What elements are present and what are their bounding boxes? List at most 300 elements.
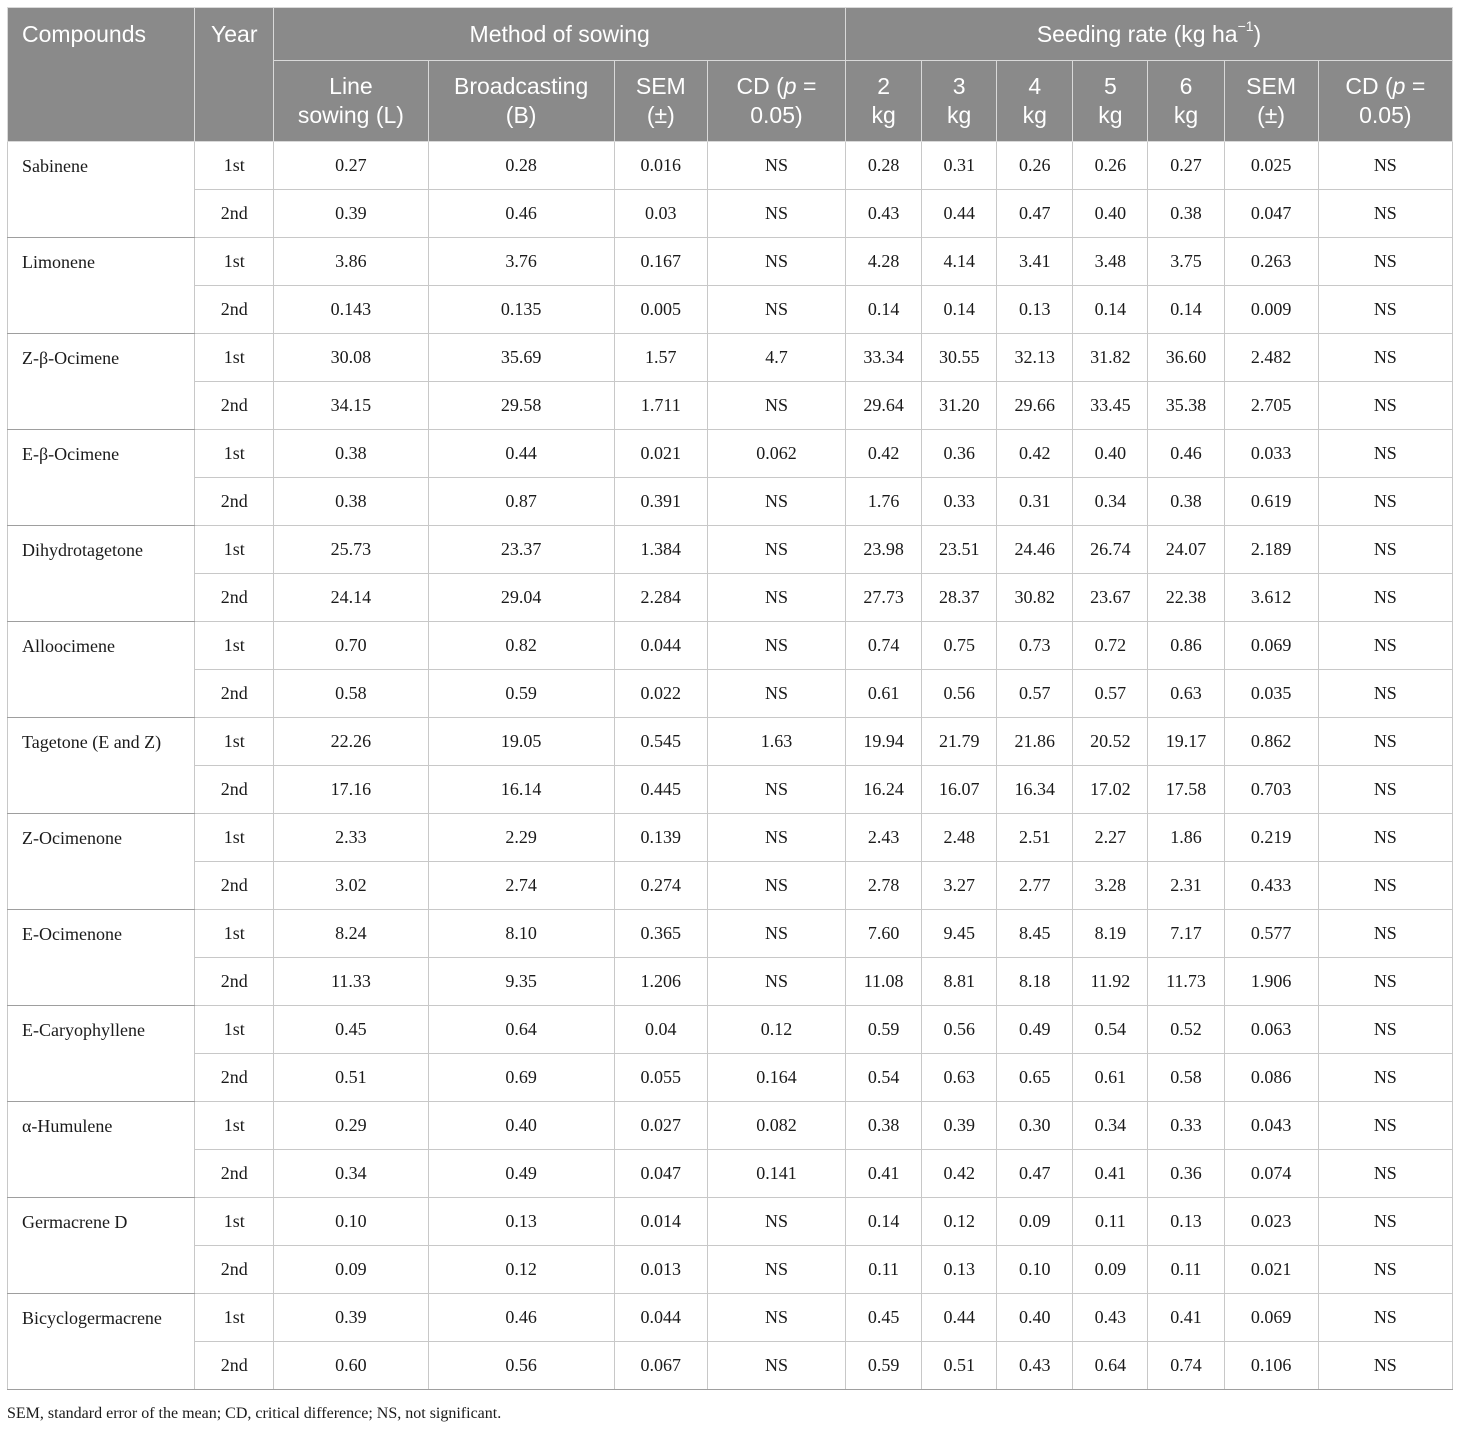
value-cell: 0.027 xyxy=(614,1102,707,1150)
value-cell: 0.44 xyxy=(428,430,614,478)
value-cell: 0.64 xyxy=(428,1006,614,1054)
value-cell: NS xyxy=(1318,1102,1452,1150)
value-cell: 21.79 xyxy=(922,718,997,766)
year-cell: 2nd xyxy=(195,1054,274,1102)
value-cell: 0.021 xyxy=(1224,1246,1318,1294)
value-cell: 2.33 xyxy=(274,814,428,862)
value-cell: NS xyxy=(1318,1294,1452,1342)
value-cell: NS xyxy=(1318,670,1452,718)
value-cell: 0.39 xyxy=(922,1102,997,1150)
year-cell: 1st xyxy=(195,1006,274,1054)
value-cell: 0.58 xyxy=(1148,1054,1224,1102)
value-cell: 0.30 xyxy=(997,1102,1073,1150)
value-cell: 1.86 xyxy=(1148,814,1224,862)
value-cell: NS xyxy=(707,286,845,334)
value-cell: 34.15 xyxy=(274,382,428,430)
value-cell: 8.10 xyxy=(428,910,614,958)
value-cell: NS xyxy=(707,622,845,670)
value-cell: 0.13 xyxy=(428,1198,614,1246)
table-row xyxy=(8,574,1453,622)
value-cell: 30.55 xyxy=(922,334,997,382)
cd-value: 0.05) xyxy=(1359,102,1412,128)
value-cell: 0.274 xyxy=(614,862,707,910)
value-cell: 0.09 xyxy=(997,1198,1073,1246)
value-cell: 0.31 xyxy=(997,478,1073,526)
value-cell: NS xyxy=(707,1342,845,1390)
table-row xyxy=(8,1150,1453,1198)
value-cell: NS xyxy=(1318,478,1452,526)
value-cell: NS xyxy=(707,910,845,958)
compound-name: E-Ocimenone xyxy=(8,910,195,1006)
value-cell: 0.56 xyxy=(922,670,997,718)
value-cell: 0.57 xyxy=(997,670,1073,718)
value-cell: 0.38 xyxy=(1148,190,1224,238)
value-cell: 0.61 xyxy=(846,670,922,718)
value-cell: 0.09 xyxy=(274,1246,428,1294)
value-cell: NS xyxy=(707,190,845,238)
value-cell: NS xyxy=(1318,382,1452,430)
table-row xyxy=(8,238,1453,286)
value-cell: 0.51 xyxy=(922,1342,997,1390)
value-cell: 3.48 xyxy=(1073,238,1148,286)
value-cell: NS xyxy=(707,478,845,526)
value-cell: 3.612 xyxy=(1224,574,1318,622)
value-cell: NS xyxy=(707,238,845,286)
value-cell: 0.391 xyxy=(614,478,707,526)
value-cell: 0.013 xyxy=(614,1246,707,1294)
value-cell: 0.63 xyxy=(1148,670,1224,718)
value-cell: 1.206 xyxy=(614,958,707,1006)
value-cell: 0.365 xyxy=(614,910,707,958)
value-cell: 0.086 xyxy=(1224,1054,1318,1102)
value-cell: NS xyxy=(1318,430,1452,478)
value-cell: 0.64 xyxy=(1073,1342,1148,1390)
value-cell: 31.82 xyxy=(1073,334,1148,382)
table-row xyxy=(8,1294,1453,1342)
value-cell: NS xyxy=(1318,286,1452,334)
value-cell: 0.139 xyxy=(614,814,707,862)
value-cell: 16.34 xyxy=(997,766,1073,814)
value-cell: 1.711 xyxy=(614,382,707,430)
value-cell: 0.44 xyxy=(922,1294,997,1342)
value-cell: NS xyxy=(707,142,845,190)
value-cell: 9.35 xyxy=(428,958,614,1006)
value-cell: 2.27 xyxy=(1073,814,1148,862)
value-cell: 0.82 xyxy=(428,622,614,670)
header-compounds: Compounds xyxy=(8,8,195,142)
value-cell: NS xyxy=(1318,766,1452,814)
value-cell: 0.035 xyxy=(1224,670,1318,718)
value-cell: 0.067 xyxy=(614,1342,707,1390)
value-cell: NS xyxy=(707,862,845,910)
value-cell: 2.482 xyxy=(1224,334,1318,382)
value-cell: 0.106 xyxy=(1224,1342,1318,1390)
value-cell: 26.74 xyxy=(1073,526,1148,574)
value-cell: 2.29 xyxy=(428,814,614,862)
table-row xyxy=(8,526,1453,574)
table-row xyxy=(8,142,1453,190)
value-cell: 0.10 xyxy=(997,1246,1073,1294)
year-cell: 1st xyxy=(195,718,274,766)
header-line-1: 2 xyxy=(877,73,890,99)
value-cell: 0.43 xyxy=(846,190,922,238)
value-cell: 29.66 xyxy=(997,382,1073,430)
value-cell: NS xyxy=(1318,526,1452,574)
value-cell: NS xyxy=(707,958,845,1006)
value-cell: 0.34 xyxy=(1073,478,1148,526)
value-cell: NS xyxy=(1318,958,1452,1006)
value-cell: 1.906 xyxy=(1224,958,1318,1006)
value-cell: 19.17 xyxy=(1148,718,1224,766)
value-cell: 0.59 xyxy=(846,1342,922,1390)
value-cell: 35.38 xyxy=(1148,382,1224,430)
value-cell: 0.34 xyxy=(274,1150,428,1198)
value-cell: 0.52 xyxy=(1148,1006,1224,1054)
value-cell: 0.12 xyxy=(707,1006,845,1054)
value-cell: 17.02 xyxy=(1073,766,1148,814)
value-cell: 0.055 xyxy=(614,1054,707,1102)
value-cell: 11.92 xyxy=(1073,958,1148,1006)
value-cell: 16.14 xyxy=(428,766,614,814)
header-line-1: Line xyxy=(329,73,373,99)
year-cell: 1st xyxy=(195,1198,274,1246)
value-cell: NS xyxy=(707,670,845,718)
value-cell: 22.38 xyxy=(1148,574,1224,622)
value-cell: 0.29 xyxy=(274,1102,428,1150)
year-cell: 1st xyxy=(195,622,274,670)
value-cell: 0.022 xyxy=(614,670,707,718)
value-cell: 8.19 xyxy=(1073,910,1148,958)
table-row xyxy=(8,622,1453,670)
value-cell: 22.26 xyxy=(274,718,428,766)
header-method-cd xyxy=(707,61,845,142)
year-cell: 1st xyxy=(195,526,274,574)
value-cell: 0.13 xyxy=(922,1246,997,1294)
value-cell: 0.46 xyxy=(428,190,614,238)
value-cell: 0.10 xyxy=(274,1198,428,1246)
table-row xyxy=(8,1246,1453,1294)
value-cell: NS xyxy=(1318,862,1452,910)
seeding-rate-close: ) xyxy=(1253,20,1262,47)
header-line-1: SEM xyxy=(635,73,686,99)
header-line-1: Broadcasting xyxy=(454,73,589,99)
value-cell: 1.63 xyxy=(707,718,845,766)
value-cell: 0.28 xyxy=(428,142,614,190)
value-cell: 0.38 xyxy=(846,1102,922,1150)
value-cell: 0.433 xyxy=(1224,862,1318,910)
table-row xyxy=(8,382,1453,430)
value-cell: 3.02 xyxy=(274,862,428,910)
value-cell: NS xyxy=(1318,1246,1452,1294)
table-row xyxy=(8,958,1453,1006)
cd-p-symbol: p xyxy=(783,73,797,99)
value-cell: 3.75 xyxy=(1148,238,1224,286)
value-cell: 0.74 xyxy=(846,622,922,670)
value-cell: 0.58 xyxy=(274,670,428,718)
compound-name: Germacrene D xyxy=(8,1198,195,1294)
value-cell: 0.40 xyxy=(1073,190,1148,238)
table-row xyxy=(8,430,1453,478)
value-cell: 33.45 xyxy=(1073,382,1148,430)
value-cell: NS xyxy=(707,1246,845,1294)
value-cell: 0.143 xyxy=(274,286,428,334)
value-cell: 0.40 xyxy=(997,1294,1073,1342)
value-cell: 0.074 xyxy=(1224,1150,1318,1198)
value-cell: 0.14 xyxy=(846,1198,922,1246)
value-cell: NS xyxy=(1318,574,1452,622)
value-cell: 27.73 xyxy=(846,574,922,622)
value-cell: 7.60 xyxy=(846,910,922,958)
value-cell: 3.76 xyxy=(428,238,614,286)
value-cell: 2.43 xyxy=(846,814,922,862)
year-cell: 2nd xyxy=(195,1150,274,1198)
value-cell: 2.74 xyxy=(428,862,614,910)
header-line-2: kg xyxy=(947,102,972,128)
value-cell: 0.005 xyxy=(614,286,707,334)
value-cell: 1.76 xyxy=(846,478,922,526)
value-cell: 0.45 xyxy=(274,1006,428,1054)
value-cell: 35.69 xyxy=(428,334,614,382)
value-cell: 3.41 xyxy=(997,238,1073,286)
header-year: Year xyxy=(195,8,274,142)
value-cell: 0.47 xyxy=(997,1150,1073,1198)
value-cell: 29.64 xyxy=(846,382,922,430)
table-row xyxy=(8,766,1453,814)
value-cell: 11.73 xyxy=(1148,958,1224,1006)
compound-name: Limonene xyxy=(8,238,195,334)
value-cell: 19.05 xyxy=(428,718,614,766)
value-cell: 0.38 xyxy=(1148,478,1224,526)
value-cell: 0.73 xyxy=(997,622,1073,670)
value-cell: 0.56 xyxy=(922,1006,997,1054)
header-line-1: 6 xyxy=(1179,73,1193,99)
year-cell: 2nd xyxy=(195,1246,274,1294)
header-seed-col xyxy=(1148,61,1224,142)
value-cell: 0.69 xyxy=(428,1054,614,1102)
value-cell: 0.062 xyxy=(707,430,845,478)
value-cell: 29.04 xyxy=(428,574,614,622)
value-cell: 0.014 xyxy=(614,1198,707,1246)
value-cell: 2.705 xyxy=(1224,382,1318,430)
header-line-2: kg xyxy=(1173,102,1199,128)
value-cell: 16.07 xyxy=(922,766,997,814)
value-cell: 0.577 xyxy=(1224,910,1318,958)
value-cell: 0.047 xyxy=(614,1150,707,1198)
header-seed-col xyxy=(1224,61,1318,142)
compound-name: Z-Ocimenone xyxy=(8,814,195,910)
value-cell: 0.009 xyxy=(1224,286,1318,334)
value-cell: 2.284 xyxy=(614,574,707,622)
value-cell: 0.59 xyxy=(846,1006,922,1054)
value-cell: 0.021 xyxy=(614,430,707,478)
data-table xyxy=(7,7,1453,1390)
value-cell: NS xyxy=(1318,718,1452,766)
table-row xyxy=(8,1198,1453,1246)
value-cell: 0.36 xyxy=(1148,1150,1224,1198)
table-row xyxy=(8,1006,1453,1054)
value-cell: NS xyxy=(707,814,845,862)
value-cell: 4.7 xyxy=(707,334,845,382)
value-cell: 0.34 xyxy=(1073,1102,1148,1150)
value-cell: NS xyxy=(1318,142,1452,190)
seeding-rate-exponent: −1 xyxy=(1237,17,1254,34)
value-cell: 0.75 xyxy=(922,622,997,670)
value-cell: 2.77 xyxy=(997,862,1073,910)
value-cell: 0.36 xyxy=(922,430,997,478)
value-cell: 0.74 xyxy=(1148,1342,1224,1390)
value-cell: 11.08 xyxy=(846,958,922,1006)
value-cell: NS xyxy=(707,382,845,430)
header-method-col xyxy=(614,61,707,142)
year-cell: 2nd xyxy=(195,958,274,1006)
value-cell: 0.41 xyxy=(1073,1150,1148,1198)
value-cell: 2.189 xyxy=(1224,526,1318,574)
value-cell: 0.40 xyxy=(428,1102,614,1150)
value-cell: 0.445 xyxy=(614,766,707,814)
year-cell: 2nd xyxy=(195,766,274,814)
header-line-1: 3 xyxy=(952,73,966,99)
compound-name: E-Caryophyllene xyxy=(8,1006,195,1102)
compound-name: Tagetone (E and Z) xyxy=(8,718,195,814)
header-line-2: (B) xyxy=(505,102,537,128)
value-cell: 28.37 xyxy=(922,574,997,622)
value-cell: 0.033 xyxy=(1224,430,1318,478)
value-cell: 0.31 xyxy=(922,142,997,190)
value-cell: 0.14 xyxy=(922,286,997,334)
value-cell: 0.04 xyxy=(614,1006,707,1054)
value-cell: 36.60 xyxy=(1148,334,1224,382)
value-cell: 0.03 xyxy=(614,190,707,238)
value-cell: 0.069 xyxy=(1224,1294,1318,1342)
value-cell: NS xyxy=(707,1198,845,1246)
value-cell: 0.14 xyxy=(846,286,922,334)
table-row xyxy=(8,286,1453,334)
compound-name: Z-β-Ocimene xyxy=(8,334,195,430)
header-line-2: kg xyxy=(871,102,896,128)
value-cell: NS xyxy=(1318,238,1452,286)
value-cell: 0.46 xyxy=(1148,430,1224,478)
year-cell: 1st xyxy=(195,430,274,478)
header-seed-col xyxy=(922,61,997,142)
table-footnote: SEM, standard error of the mean; CD, critical difference; NS, not significant. xyxy=(7,1405,502,1422)
table-header xyxy=(8,8,1453,142)
value-cell: 2.51 xyxy=(997,814,1073,862)
value-cell: NS xyxy=(1318,1198,1452,1246)
cd-label: CD ( xyxy=(736,73,784,99)
value-cell: 0.044 xyxy=(614,622,707,670)
cd-equals: = xyxy=(796,73,817,99)
header-seeding-rate xyxy=(846,8,1453,61)
value-cell: 0.025 xyxy=(1224,142,1318,190)
value-cell: 0.082 xyxy=(707,1102,845,1150)
value-cell: 0.27 xyxy=(274,142,428,190)
value-cell: 24.46 xyxy=(997,526,1073,574)
table-row xyxy=(8,1054,1453,1102)
year-cell: 2nd xyxy=(195,478,274,526)
value-cell: 21.86 xyxy=(997,718,1073,766)
value-cell: 7.17 xyxy=(1148,910,1224,958)
value-cell: 0.28 xyxy=(846,142,922,190)
value-cell: NS xyxy=(1318,622,1452,670)
value-cell: 0.70 xyxy=(274,622,428,670)
value-cell: 0.044 xyxy=(614,1294,707,1342)
value-cell: 0.41 xyxy=(1148,1294,1224,1342)
value-cell: 3.27 xyxy=(922,862,997,910)
value-cell: 20.52 xyxy=(1073,718,1148,766)
header-seed-col xyxy=(997,61,1073,142)
header-method-col xyxy=(274,61,428,142)
value-cell: 0.43 xyxy=(997,1342,1073,1390)
table-row xyxy=(8,334,1453,382)
value-cell: 29.58 xyxy=(428,382,614,430)
compound-name: α-Humulene xyxy=(8,1102,195,1198)
value-cell: 0.43 xyxy=(1073,1294,1148,1342)
value-cell: 0.42 xyxy=(997,430,1073,478)
table-row xyxy=(8,670,1453,718)
value-cell: 33.34 xyxy=(846,334,922,382)
value-cell: 0.703 xyxy=(1224,766,1318,814)
value-cell: 0.043 xyxy=(1224,1102,1318,1150)
value-cell: 2.31 xyxy=(1148,862,1224,910)
value-cell: 0.27 xyxy=(1148,142,1224,190)
value-cell: 0.047 xyxy=(1224,190,1318,238)
cd-equals: = xyxy=(1405,73,1426,99)
value-cell: 0.45 xyxy=(846,1294,922,1342)
value-cell: 0.51 xyxy=(274,1054,428,1102)
value-cell: 11.33 xyxy=(274,958,428,1006)
value-cell: 24.07 xyxy=(1148,526,1224,574)
value-cell: 0.54 xyxy=(846,1054,922,1102)
value-cell: NS xyxy=(707,766,845,814)
value-cell: 30.82 xyxy=(997,574,1073,622)
value-cell: 0.016 xyxy=(614,142,707,190)
header-seed-col xyxy=(1073,61,1148,142)
table-row xyxy=(8,814,1453,862)
value-cell: NS xyxy=(1318,910,1452,958)
value-cell: 23.37 xyxy=(428,526,614,574)
value-cell: NS xyxy=(1318,814,1452,862)
value-cell: NS xyxy=(1318,190,1452,238)
value-cell: NS xyxy=(707,574,845,622)
value-cell: 0.023 xyxy=(1224,1198,1318,1246)
value-cell: 0.39 xyxy=(274,190,428,238)
table-body xyxy=(8,142,1453,1390)
header-line-2: (±) xyxy=(1257,102,1286,128)
header-line-2: (±) xyxy=(646,102,675,128)
compound-name: E-β-Ocimene xyxy=(8,430,195,526)
value-cell: 0.56 xyxy=(428,1342,614,1390)
value-cell: 0.09 xyxy=(1073,1246,1148,1294)
value-cell: 0.54 xyxy=(1073,1006,1148,1054)
value-cell: 0.39 xyxy=(274,1294,428,1342)
value-cell: 0.26 xyxy=(1073,142,1148,190)
value-cell: 0.44 xyxy=(922,190,997,238)
year-cell: 1st xyxy=(195,142,274,190)
year-cell: 2nd xyxy=(195,670,274,718)
value-cell: 16.24 xyxy=(846,766,922,814)
value-cell: 0.59 xyxy=(428,670,614,718)
value-cell: 0.14 xyxy=(1148,286,1224,334)
value-cell: 0.46 xyxy=(428,1294,614,1342)
value-cell: 0.12 xyxy=(922,1198,997,1246)
value-cell: 0.167 xyxy=(614,238,707,286)
value-cell: 31.20 xyxy=(922,382,997,430)
year-cell: 2nd xyxy=(195,862,274,910)
value-cell: 23.98 xyxy=(846,526,922,574)
table-row xyxy=(8,1102,1453,1150)
value-cell: 0.42 xyxy=(846,430,922,478)
value-cell: 0.57 xyxy=(1073,670,1148,718)
